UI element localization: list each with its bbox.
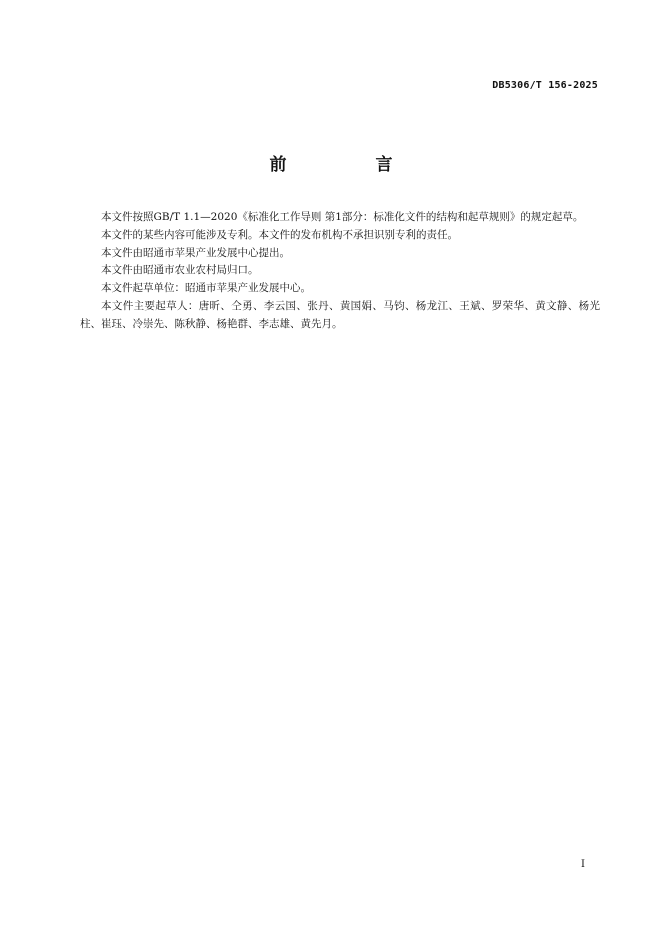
foreword-body	[80, 209, 600, 334]
paragraph-drafting-rules: 本文件按照GB/T 1.1—2020《标准化工作导则 第1部分：标准化文件的结构和起草规则》的规定起草。	[101, 211, 584, 223]
page-number: I	[581, 859, 585, 870]
page-title: 前 言	[269, 155, 429, 175]
paragraph-drafting-unit: 本文件起草单位：昭通市苹果产业发展中心。	[101, 282, 311, 295]
paragraph-centralized-unit: 本文件由昭通市农业农村局归口。	[101, 264, 259, 277]
document-code: DB5306/T 156-2025	[492, 80, 598, 91]
paragraph-proposer: 本文件由昭通市苹果产业发展中心提出。	[101, 246, 290, 259]
paragraph-patent-notice: 本文件的某些内容可能涉及专利。本文件的发布机构不承担识别专利的责任。	[101, 228, 458, 241]
paragraph-drafters: 本文件主要起草人：唐昕、仝勇、李云国、张丹、黄国娟、马钧、杨龙江、王斌、罗荣华、黄文静、杨光柱、崔珏、冷崇先、陈秋静、杨艳群、李志雄、黄先月。	[80, 299, 600, 330]
